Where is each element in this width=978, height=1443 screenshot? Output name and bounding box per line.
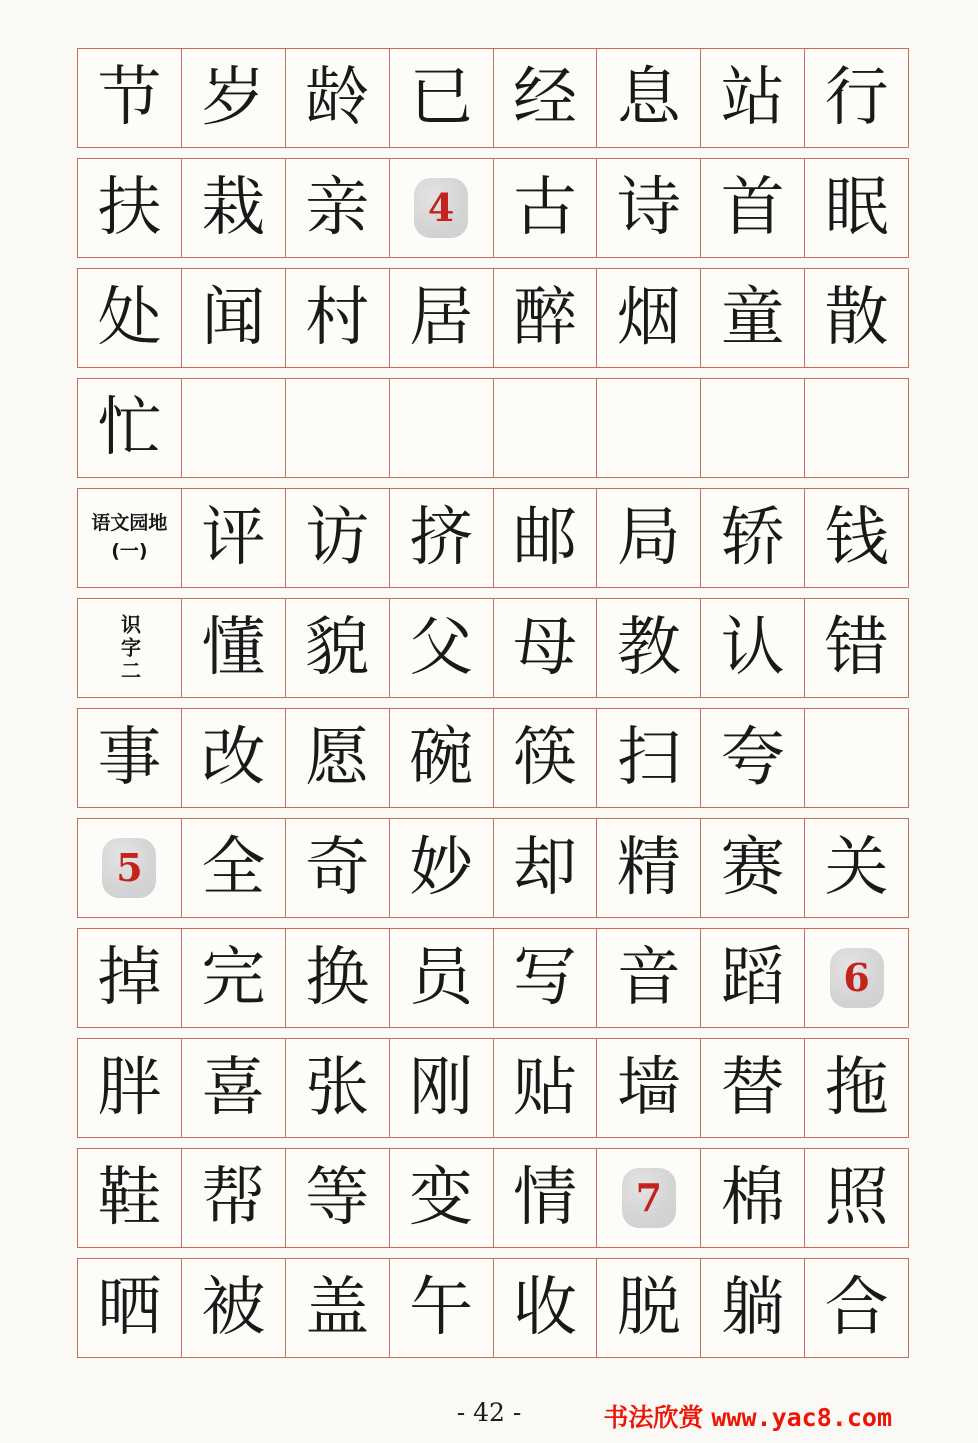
grid-row <box>77 268 909 368</box>
char-cell <box>181 268 286 368</box>
char-cell <box>493 488 598 588</box>
char-cell <box>596 48 701 148</box>
char-cell <box>389 818 494 918</box>
char-cell <box>700 158 805 258</box>
grid-row <box>77 598 909 698</box>
char-cell <box>700 1038 805 1138</box>
char-cell <box>389 1258 494 1358</box>
handwritten-character: 换 <box>305 941 370 1015</box>
lesson-number-badge <box>102 838 156 898</box>
char-cell <box>596 598 701 698</box>
char-cell <box>804 1258 909 1358</box>
grid-row <box>77 48 909 148</box>
site-credit <box>603 1398 892 1434</box>
handwritten-character: 扫 <box>616 721 681 795</box>
char-cell <box>804 268 909 368</box>
handwritten-character: 胖 <box>97 1051 162 1125</box>
handwritten-character: 处 <box>97 281 162 355</box>
handwritten-character: 碗 <box>409 721 474 795</box>
handwritten-character: 轿 <box>720 501 785 575</box>
char-cell <box>77 378 182 478</box>
handwritten-character: 眠 <box>824 171 889 245</box>
handwritten-character: 脱 <box>616 1271 681 1345</box>
handwritten-character: 喜 <box>201 1051 266 1125</box>
handwritten-character: 龄 <box>305 61 370 135</box>
handwritten-character: 母 <box>512 611 577 685</box>
char-cell <box>285 598 390 698</box>
handwritten-character: 关 <box>824 831 889 905</box>
char-cell <box>700 1148 805 1248</box>
char-cell <box>493 1258 598 1358</box>
handwritten-character: 行 <box>824 61 889 135</box>
handwritten-character: 栽 <box>201 171 266 245</box>
lesson-label-cell <box>77 598 182 698</box>
handwritten-character: 访 <box>305 501 370 575</box>
char-cell <box>285 928 390 1028</box>
handwritten-character: 收 <box>512 1271 577 1345</box>
char-cell <box>181 1038 286 1138</box>
handwritten-character: 完 <box>201 941 266 1015</box>
handwritten-character: 帮 <box>201 1161 266 1235</box>
char-cell <box>596 818 701 918</box>
char-cell <box>285 818 390 918</box>
handwritten-character: 站 <box>720 61 785 135</box>
char-cell <box>493 598 598 698</box>
char-cell <box>389 488 494 588</box>
handwritten-character: 教 <box>616 611 681 685</box>
lesson-number-cell <box>77 818 182 918</box>
char-cell <box>804 1038 909 1138</box>
char-cell <box>389 708 494 808</box>
grid-row <box>77 378 909 478</box>
char-cell <box>493 1038 598 1138</box>
char-cell <box>700 48 805 148</box>
char-cell <box>596 708 701 808</box>
grid-row <box>77 708 909 808</box>
char-cell <box>285 1038 390 1138</box>
char-cell <box>700 928 805 1028</box>
handwritten-character: 精 <box>616 831 681 905</box>
char-cell <box>804 158 909 258</box>
char-cell <box>285 268 390 368</box>
handwritten-character: 评 <box>201 501 266 575</box>
handwritten-character: 照 <box>824 1161 889 1235</box>
handwritten-character: 写 <box>512 941 577 1015</box>
char-cell <box>700 818 805 918</box>
handwritten-character: 事 <box>97 721 162 795</box>
char-cell <box>389 928 494 1028</box>
handwritten-character: 员 <box>409 941 474 1015</box>
handwritten-character: 晒 <box>97 1271 162 1345</box>
handwritten-character: 首 <box>720 171 785 245</box>
lesson-number-badge <box>414 178 468 238</box>
char-cell <box>181 928 286 1028</box>
char-cell <box>804 818 909 918</box>
char-cell <box>77 158 182 258</box>
grid-row <box>77 1258 909 1358</box>
handwritten-character: 等 <box>305 1161 370 1235</box>
grid-row <box>77 158 909 258</box>
char-cell <box>77 928 182 1028</box>
handwritten-character: 邮 <box>512 501 577 575</box>
handwritten-character: 烟 <box>616 281 681 355</box>
handwritten-character: 却 <box>512 831 577 905</box>
char-cell <box>389 268 494 368</box>
handwritten-character: 情 <box>512 1161 577 1235</box>
char-cell <box>389 1038 494 1138</box>
handwritten-character: 闻 <box>201 281 266 355</box>
char-cell <box>700 1258 805 1358</box>
handwritten-character: 愿 <box>305 721 370 795</box>
handwritten-character: 妙 <box>409 831 474 905</box>
char-cell <box>181 598 286 698</box>
handwritten-character: 棉 <box>720 1161 785 1235</box>
site-url: www.yac8.com <box>711 1403 892 1432</box>
unit-label-line: 语文园地 <box>91 512 168 535</box>
char-cell <box>181 1148 286 1248</box>
lesson-number-cell <box>804 928 909 1028</box>
empty-cell <box>804 708 909 808</box>
char-cell <box>77 1038 182 1138</box>
char-cell <box>493 268 598 368</box>
char-cell <box>493 818 598 918</box>
char-cell <box>596 158 701 258</box>
char-cell <box>493 1148 598 1248</box>
handwritten-character: 诗 <box>616 171 681 245</box>
handwritten-character: 古 <box>512 171 577 245</box>
handwritten-character: 鞋 <box>97 1161 162 1235</box>
handwritten-character: 认 <box>720 611 785 685</box>
handwritten-character: 钱 <box>824 501 889 575</box>
handwritten-character: 改 <box>201 721 266 795</box>
char-cell <box>77 708 182 808</box>
char-cell <box>804 488 909 588</box>
char-cell <box>389 1148 494 1248</box>
handwritten-character: 局 <box>616 501 681 575</box>
lesson-number-badge <box>622 1168 676 1228</box>
char-cell <box>493 708 598 808</box>
handwritten-character: 替 <box>720 1051 785 1125</box>
char-cell <box>285 1258 390 1358</box>
char-cell <box>285 488 390 588</box>
handwritten-character: 蹈 <box>720 941 785 1015</box>
handwritten-character: 父 <box>409 611 474 685</box>
char-cell <box>181 158 286 258</box>
lesson-number-cell <box>596 1148 701 1248</box>
handwritten-character: 音 <box>616 941 681 1015</box>
grid-row <box>77 818 909 918</box>
lesson-label-vertical: 识字二 <box>117 613 142 683</box>
handwritten-character: 息 <box>616 61 681 135</box>
handwritten-character: 被 <box>201 1271 266 1345</box>
handwritten-character: 贴 <box>512 1051 577 1125</box>
handwritten-character: 岁 <box>201 61 266 135</box>
lesson-number: 6 <box>843 955 870 1000</box>
handwritten-character: 居 <box>409 281 474 355</box>
handwritten-character: 扶 <box>97 171 162 245</box>
char-cell <box>804 1148 909 1248</box>
handwritten-character: 童 <box>720 281 785 355</box>
char-cell <box>596 1258 701 1358</box>
char-cell <box>596 1038 701 1138</box>
char-cell <box>77 1148 182 1248</box>
char-cell <box>700 488 805 588</box>
empty-cell <box>285 378 390 478</box>
char-cell <box>285 158 390 258</box>
lesson-number: 7 <box>635 1175 663 1220</box>
char-cell <box>285 48 390 148</box>
handwritten-character: 全 <box>201 831 266 905</box>
char-cell <box>596 928 701 1028</box>
char-cell <box>493 928 598 1028</box>
char-cell <box>181 488 286 588</box>
char-cell <box>596 268 701 368</box>
lesson-number-cell <box>389 158 494 258</box>
handwritten-character: 掉 <box>97 941 162 1015</box>
handwritten-character: 躺 <box>720 1271 785 1345</box>
char-cell <box>700 268 805 368</box>
handwritten-character: 错 <box>824 611 889 685</box>
handwritten-character: 村 <box>305 281 370 355</box>
handwritten-character: 赛 <box>720 831 785 905</box>
char-cell <box>493 158 598 258</box>
handwritten-character: 合 <box>824 1271 889 1345</box>
char-cell <box>181 818 286 918</box>
handwritten-character: 已 <box>409 61 474 135</box>
handwritten-character: 经 <box>512 61 577 135</box>
char-cell <box>700 598 805 698</box>
empty-cell <box>389 378 494 478</box>
grid-row <box>77 1038 909 1138</box>
handwritten-character: 刚 <box>409 1051 474 1125</box>
char-cell <box>285 1148 390 1248</box>
handwritten-character: 午 <box>409 1271 474 1345</box>
char-cell <box>77 48 182 148</box>
handwritten-character: 盖 <box>305 1271 370 1345</box>
grid-row <box>77 1148 909 1248</box>
empty-cell <box>493 378 598 478</box>
lesson-number: 5 <box>116 845 143 890</box>
lesson-number-badge <box>830 948 884 1008</box>
handwritten-character: 拖 <box>824 1051 889 1125</box>
char-cell <box>389 598 494 698</box>
char-cell <box>804 48 909 148</box>
handwritten-character: 筷 <box>512 721 577 795</box>
handwritten-character: 变 <box>409 1161 474 1235</box>
char-cell <box>181 708 286 808</box>
site-name: 书法欣赏 <box>603 1403 704 1432</box>
handwritten-character: 亲 <box>305 171 370 245</box>
char-cell <box>389 48 494 148</box>
char-cell <box>285 708 390 808</box>
char-cell <box>493 48 598 148</box>
handwritten-character: 奇 <box>305 831 370 905</box>
handwritten-character: 貌 <box>305 611 370 685</box>
lesson-number: 4 <box>427 185 455 230</box>
handwritten-character: 挤 <box>409 501 474 575</box>
empty-cell <box>596 378 701 478</box>
handwritten-character: 醉 <box>512 281 577 355</box>
char-cell <box>181 1258 286 1358</box>
char-cell <box>804 598 909 698</box>
unit-label-cell <box>77 488 182 588</box>
handwritten-character: 张 <box>305 1051 370 1125</box>
handwritten-character: 散 <box>824 281 889 355</box>
char-cell <box>181 48 286 148</box>
empty-cell <box>804 378 909 478</box>
character-practice-grid <box>77 48 909 1368</box>
grid-row <box>77 488 909 588</box>
char-cell <box>77 268 182 368</box>
handwritten-character: 节 <box>97 61 162 135</box>
char-cell <box>700 708 805 808</box>
empty-cell <box>700 378 805 478</box>
handwritten-character: 夸 <box>720 721 785 795</box>
char-cell <box>596 488 701 588</box>
handwritten-character: 懂 <box>201 611 266 685</box>
empty-cell <box>181 378 286 478</box>
char-cell <box>77 1258 182 1358</box>
handwritten-character: 忙 <box>97 391 162 465</box>
page-number: - 42 - <box>456 1398 522 1427</box>
handwritten-character: 墙 <box>616 1051 681 1125</box>
unit-label-line: (一) <box>111 540 148 562</box>
grid-row <box>77 928 909 1028</box>
